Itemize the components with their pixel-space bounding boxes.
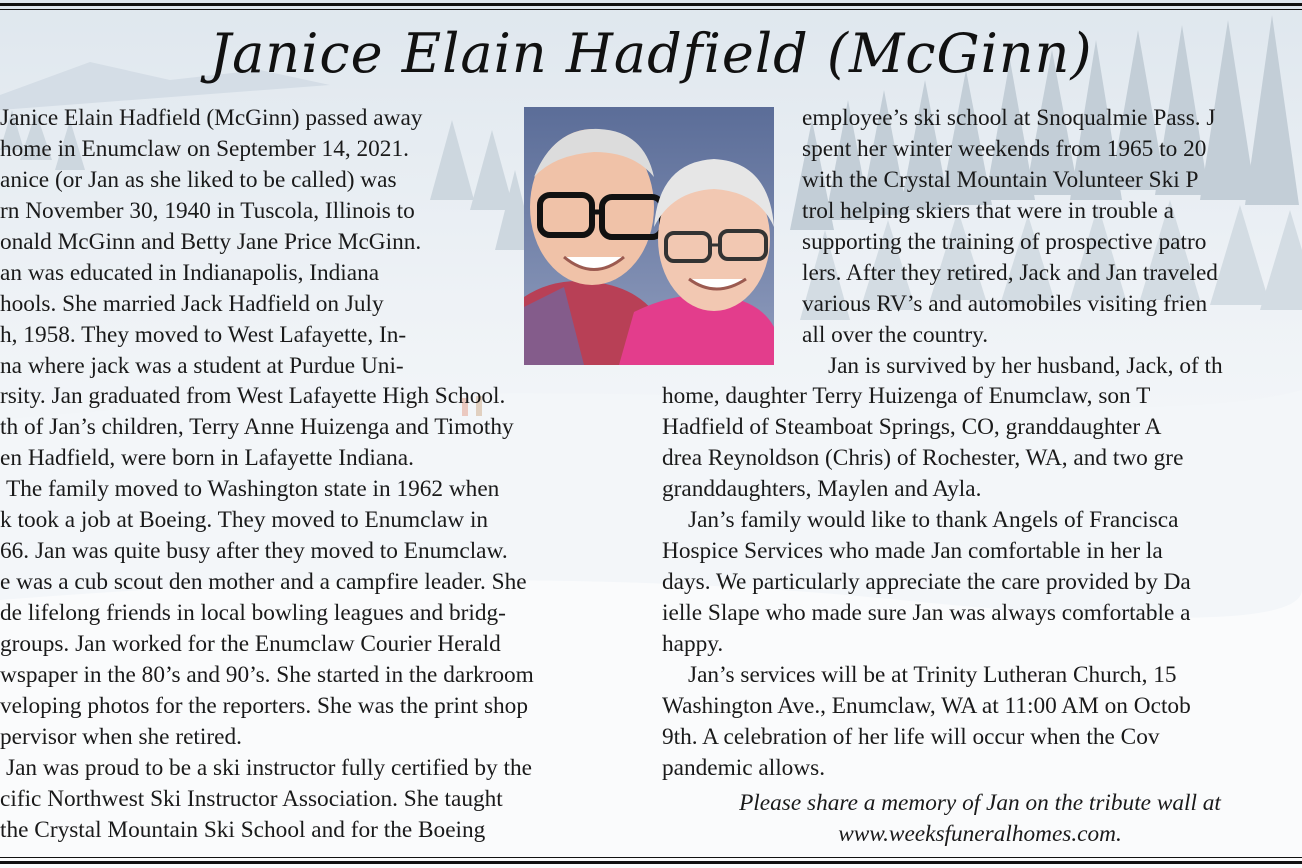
obituary-text-line: home, daughter Terry Huizenga of Enumclaw, son T: [662, 383, 1151, 409]
obituary-text-line: hools. She married Jack Hadfield on July: [0, 291, 384, 317]
obituary-text-line: supporting the training of prospective patro: [802, 229, 1207, 255]
obituary-text-line: h, 1958. They moved to West Lafayette, In-: [0, 322, 407, 348]
obituary-text-line: Washington Ave., Enumclaw, WA at 11:00 AM on Octob: [662, 693, 1191, 719]
obituary-text-line: e was a cub scout den mother and a campfire leader. She: [0, 569, 527, 595]
obituary-text-line: drea Reynoldson (Chris) of Rochester, WA, and two gre: [662, 445, 1184, 471]
tribute-line-1: Please share a memory of Jan on the tribute wall at: [739, 790, 1221, 816]
obituary-text-line: all over the country.: [802, 322, 989, 348]
obituary-text-line: Jan is survived by her husband, Jack, of th: [828, 353, 1223, 379]
obituary-text-line: employee’s ski school at Snoqualmie Pass. J: [802, 105, 1216, 131]
obituary-text-line: trol helping skiers that were in trouble a: [802, 198, 1174, 224]
obituary-text-line: 66. Jan was quite busy after they moved to Enumclaw.: [0, 538, 508, 564]
obituary-text-line: Hadfield of Steamboat Springs, CO, granddaughter A: [662, 414, 1162, 440]
obituary-text-line: Jan’s family would like to thank Angels of Francisca: [688, 507, 1179, 533]
obituary-text-line: home in Enumclaw on September 14, 2021.: [0, 136, 409, 162]
obituary-text-line: rn November 30, 1940 in Tuscola, Illinois to: [0, 198, 415, 224]
obituary-text-line: lers. After they retired, Jack and Jan traveled: [802, 260, 1218, 286]
obituary-text-line: ielle Slape who made sure Jan was always comfortable a: [662, 600, 1191, 626]
obituary-text-line: pervisor when she retired.: [0, 724, 242, 750]
obituary-title: Janice Elain Hadfield (McGinn): [209, 22, 1093, 85]
obituary-text-line: Jan’s services will be at Trinity Lutheran Church, 15: [688, 662, 1177, 688]
obituary-text-line: the Crystal Mountain Ski School and for the Boeing: [0, 817, 486, 843]
bottom-border-thick: [0, 861, 1302, 864]
obituary-text-line: granddaughters, Maylen and Ayla.: [662, 476, 982, 502]
obituary-text-line: onald McGinn and Betty Jane Price McGinn.: [0, 229, 422, 255]
obituary-text-line: an was educated in Indianapolis, Indiana: [0, 260, 380, 286]
obituary-text-line: de lifelong friends in local bowling leagues and bridg-: [0, 600, 506, 626]
obituary-text-line: with the Crystal Mountain Volunteer Ski P: [802, 167, 1199, 193]
obituary-text-line: cific Northwest Ski Instructor Association. She taught: [0, 786, 503, 812]
obituary-text-line: spent her winter weekends from 1965 to 20: [802, 136, 1207, 162]
obituary-text-line: anice (or Jan as she liked to be called) was: [0, 167, 397, 193]
obituary-text-line: The family moved to Washington state in 1962 when: [6, 476, 500, 502]
obituary-text-line: various RV’s and automobiles visiting frien: [802, 291, 1208, 317]
obituary-text-line: na where jack was a student at Purdue Uni-: [0, 353, 404, 379]
obituary-text-line: veloping photos for the reporters. She was the print shop: [0, 693, 528, 719]
obituary-text-line: rsity. Jan graduated from West Lafayette High School.: [0, 383, 506, 409]
tribute-website-link[interactable]: www.weeksfuneralhomes.com.: [838, 821, 1122, 847]
obituary-text-line: happy.: [662, 631, 724, 657]
obituary-text-line: 9th. A celebration of her life will occur when the Cov: [662, 724, 1160, 750]
obituary-text-line: th of Jan’s children, Terry Anne Huizenga and Timothy: [0, 414, 514, 440]
obituary-text-line: days. We particularly appreciate the care provided by Da: [662, 569, 1191, 595]
obituary-text-line: k took a job at Boeing. They moved to Enumclaw in: [0, 507, 489, 533]
obituary-text-line: Jan was proud to be a ski instructor fully certified by the: [6, 755, 532, 781]
top-border-thin: [0, 9, 1302, 10]
couple-photo: [524, 107, 774, 365]
obituary-text-line: wspaper in the 80’s and 90’s. She started in the darkroom: [0, 662, 534, 688]
obituary-text-line: en Hadfield, were born in Lafayette Indiana.: [0, 445, 414, 471]
obituary-text-line: groups. Jan worked for the Enumclaw Courier Herald: [0, 631, 501, 657]
top-border-thick: [0, 3, 1302, 6]
obituary-text-line: Hospice Services who made Jan comfortable in her la: [662, 538, 1163, 564]
bottom-border-thin: [0, 857, 1302, 858]
obituary-text-line: pandemic allows.: [662, 755, 826, 781]
obituary-text-line: Janice Elain Hadfield (McGinn) passed away: [0, 105, 423, 131]
